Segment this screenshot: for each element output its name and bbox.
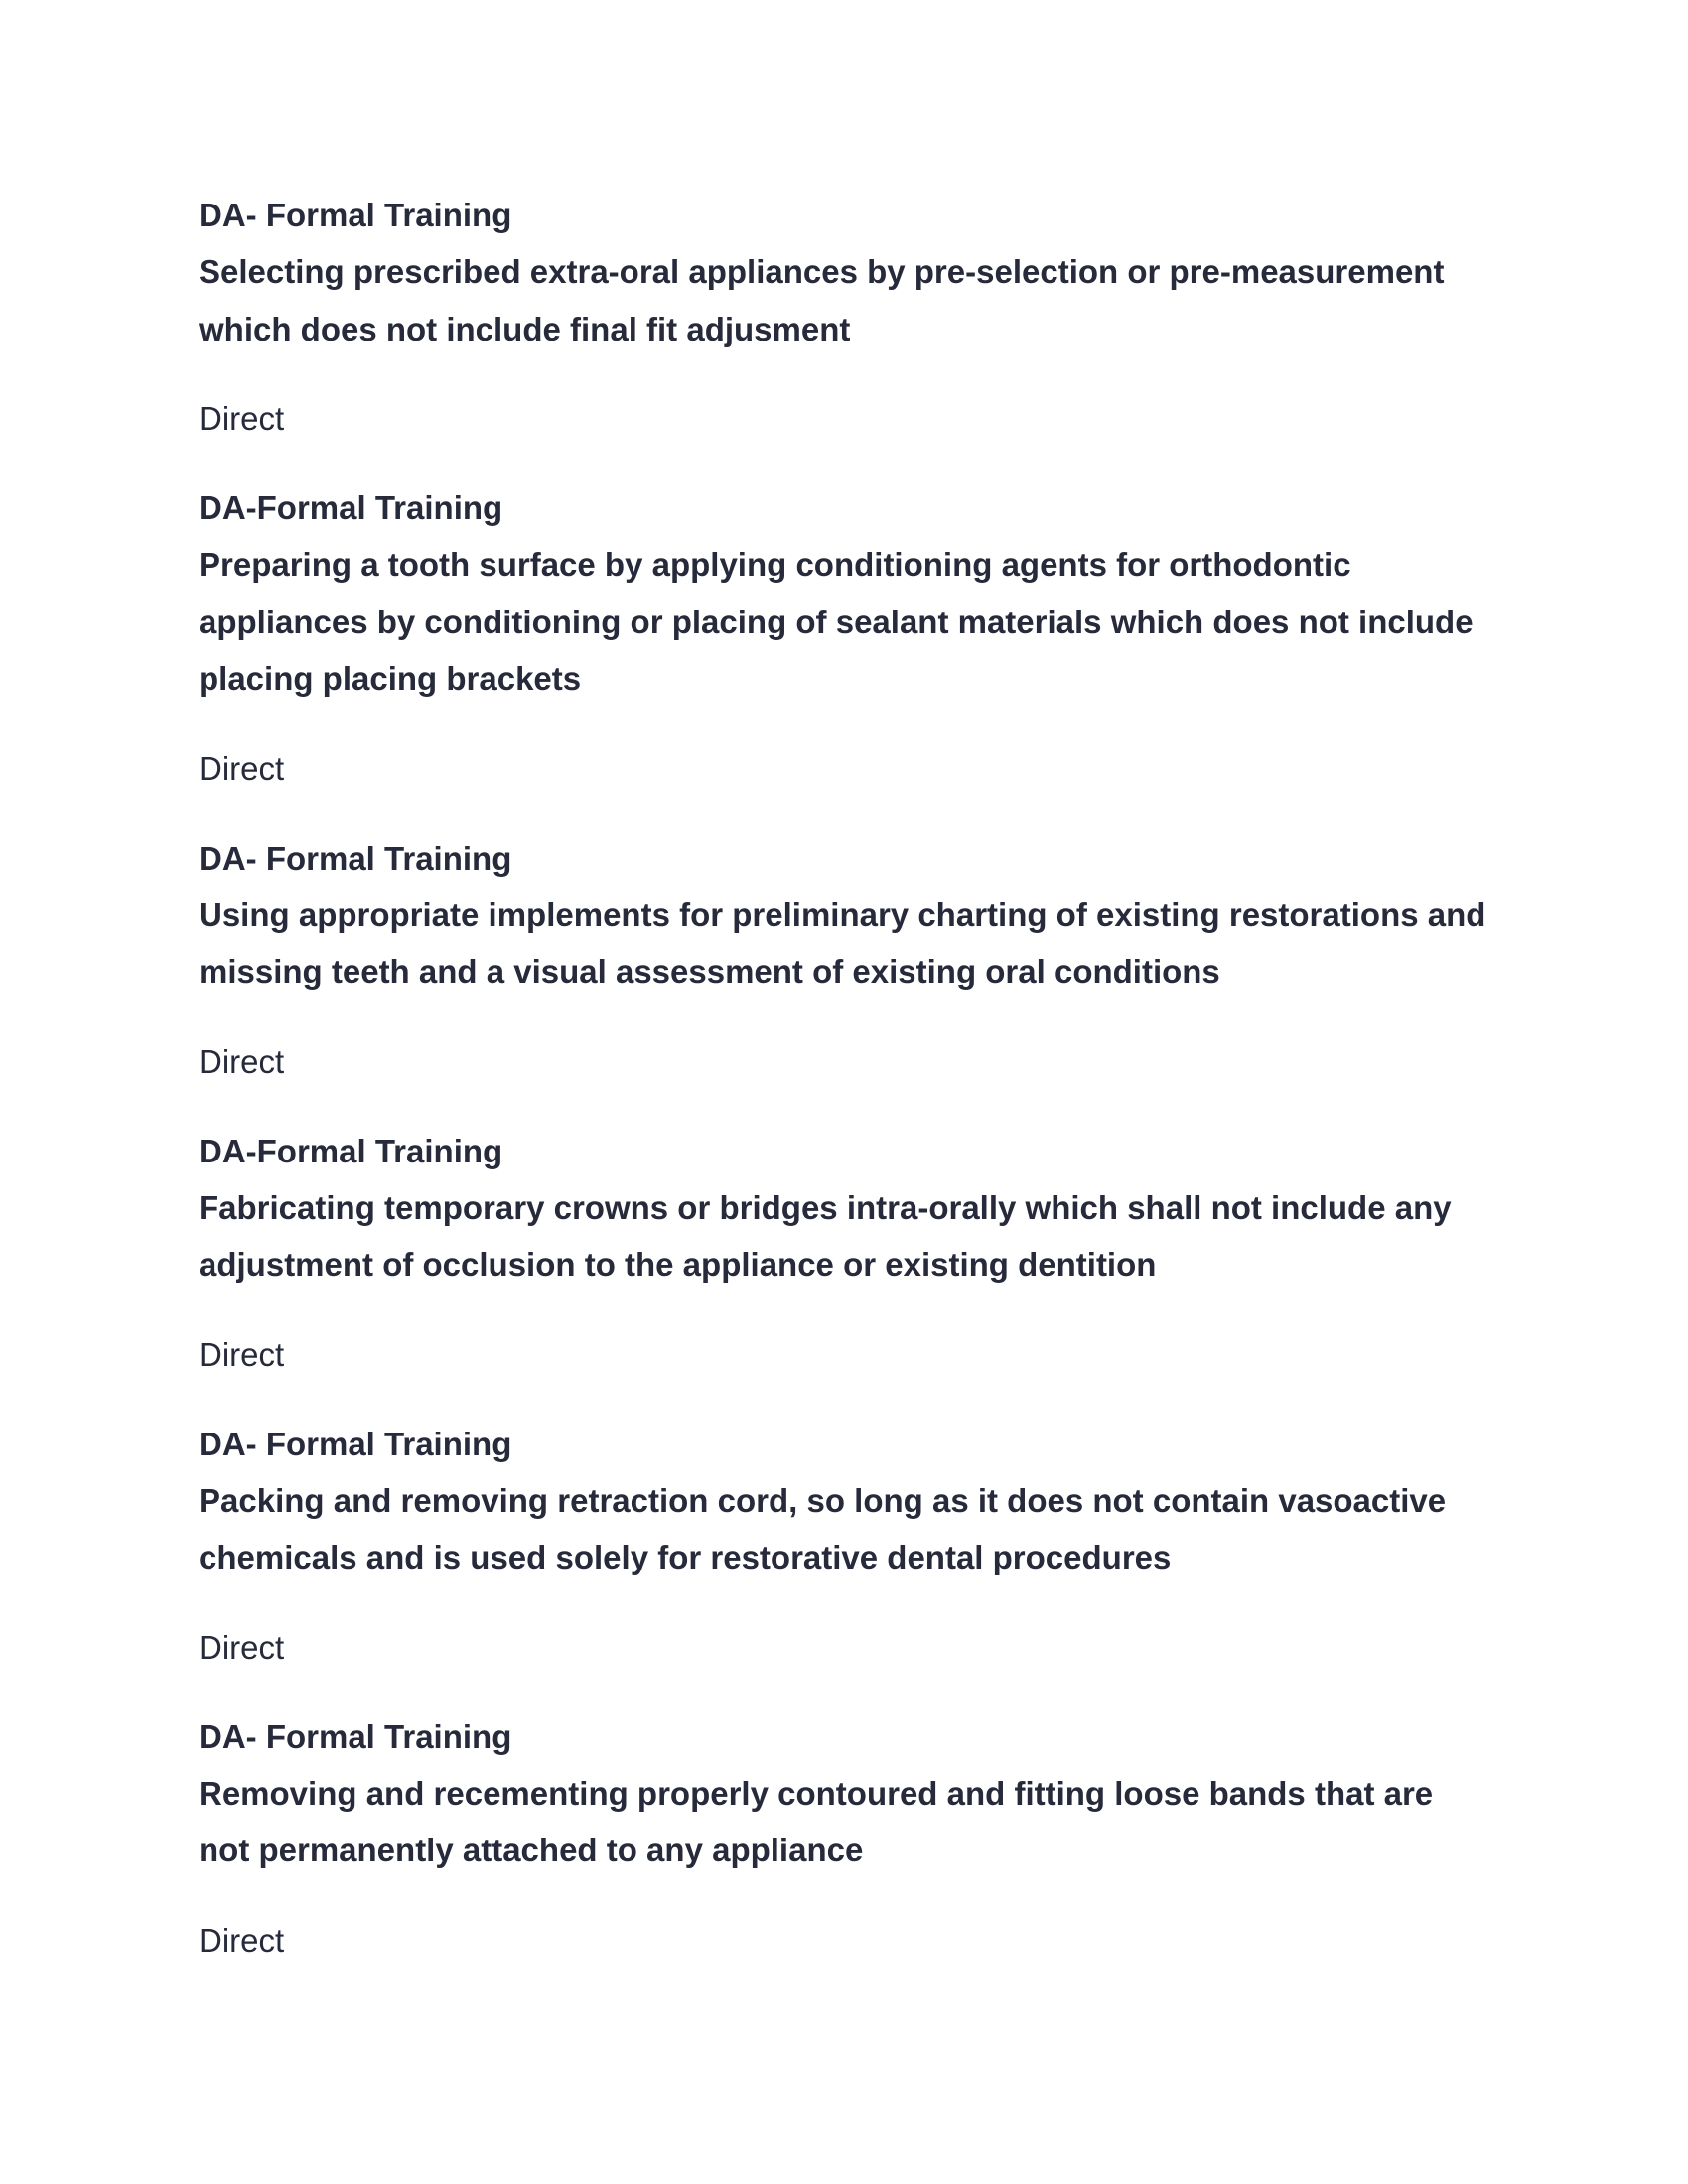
entry-answer: Direct: [199, 400, 285, 437]
entry-heading: DA-Formal Training: [199, 489, 503, 526]
entry-6: [199, 1708, 1489, 1969]
entry-description: Packing and removing retraction cord, so long as it does not contain vasoactive chemicals and is used solely for restorative dental procedures: [199, 1481, 1447, 1575]
entry-answer: Direct: [199, 1628, 285, 1666]
entry-answer: Direct: [199, 750, 285, 787]
entry-heading: DA- Formal Training: [199, 1425, 512, 1462]
entry-description: Preparing a tooth surface by applying conditioning agents for orthodontic appliances by conditioning or placing of sealant materials which does not include placing placing brackets: [199, 546, 1474, 697]
entry-answer: Direct: [199, 1921, 285, 1959]
entry-heading: DA- Formal Training: [199, 197, 512, 233]
entry-description: Fabricating temporary crowns or bridges intra-orally which shall not include any adjustment of occlusion to the appliance or existing dentition: [199, 1188, 1452, 1283]
entry-answer: Direct: [199, 1042, 285, 1080]
entry-answer: Direct: [199, 1335, 285, 1373]
document-page: [199, 187, 1489, 2001]
entry-1: [199, 187, 1489, 447]
entry-5: [199, 1416, 1489, 1676]
entry-description: Using appropriate implements for preliminary charting of existing restorations and missing teeth and a visual assessment of existing oral conditions: [199, 895, 1486, 990]
entry-heading: DA- Formal Training: [199, 839, 512, 877]
entry-heading: DA- Formal Training: [199, 1717, 512, 1755]
entry-description: Removing and recementing properly contoured and fitting loose bands that are not permanently attached to any appliance: [199, 1774, 1434, 1868]
entry-heading: DA-Formal Training: [199, 1132, 503, 1169]
entry-2: [199, 479, 1489, 797]
entry-4: [199, 1123, 1489, 1383]
entry-description: Selecting prescribed extra-oral appliances by pre-selection or pre-measurement which does not include final fit adjusment: [199, 253, 1445, 347]
entry-3: [199, 830, 1489, 1090]
